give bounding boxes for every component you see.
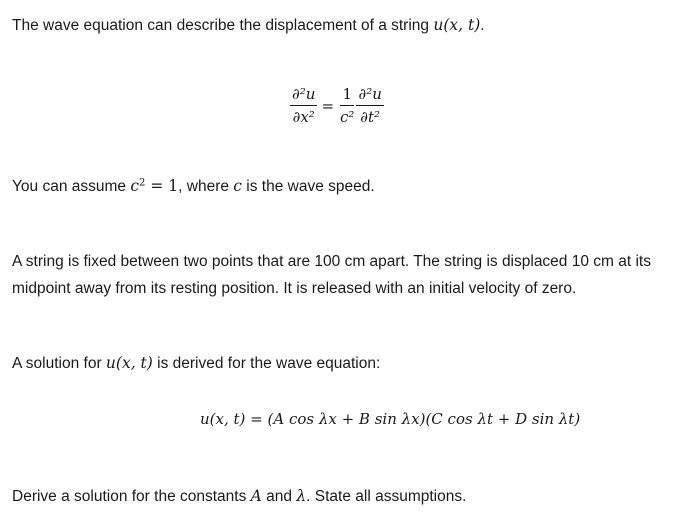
task-and: and — [261, 488, 297, 505]
assumption-line — [12, 173, 375, 200]
rhs-coefficient — [338, 84, 356, 127]
intro-function: u(x, t) — [433, 16, 481, 34]
task-constant-a: A — [250, 487, 262, 505]
solution-intro-line — [12, 350, 380, 377]
problem-line-1: A string is fixed between two points that are 100 cm apart. The string is displaced 10 cm at its — [12, 253, 651, 270]
rhs-fraction — [356, 84, 383, 127]
intro-line — [12, 12, 485, 39]
rhs-coefficient-denominator: c² — [340, 108, 355, 126]
wave-equation — [290, 84, 384, 127]
rhs-coefficient-numerator: 1 — [340, 84, 354, 106]
equals-sign: = — [321, 96, 335, 115]
assume-exponent: 2 — [139, 177, 146, 189]
task-line — [12, 483, 466, 510]
problem-line-2: midpoint away from its resting position. It is released with an initial velocity of zero. — [12, 280, 577, 297]
rhs-numerator: ∂²u — [356, 84, 383, 106]
solution-intro-suffix: is derived for the wave equation: — [152, 355, 381, 372]
assume-c: c — [130, 177, 140, 195]
task-constant-lambda: λ — [296, 487, 307, 505]
lhs-denominator: ∂x² — [292, 108, 315, 126]
intro-end: . — [480, 17, 485, 34]
lhs-fraction — [290, 84, 317, 127]
solution-intro-function: u(x, t) — [105, 354, 153, 372]
lhs-numerator: ∂²u — [290, 84, 317, 106]
assume-middle: , where — [178, 178, 234, 195]
intro-text: The wave equation can describe the displacement of a string — [12, 17, 434, 34]
solution-equation: u(x, t) = (A cos λx + B sin λx)(C cos λt + D sin λt) — [200, 410, 581, 428]
solution-intro-prefix: A solution for — [12, 355, 106, 372]
rhs-denominator: ∂t² — [360, 108, 381, 126]
assume-suffix: is the wave speed. — [241, 178, 375, 195]
assume-prefix: You can assume — [12, 178, 131, 195]
task-prefix: Derive a solution for the constants — [12, 488, 251, 505]
task-suffix: . State all assumptions. — [306, 488, 467, 505]
assume-var-c: c — [233, 177, 242, 195]
assume-equals-one: = 1 — [145, 177, 179, 195]
